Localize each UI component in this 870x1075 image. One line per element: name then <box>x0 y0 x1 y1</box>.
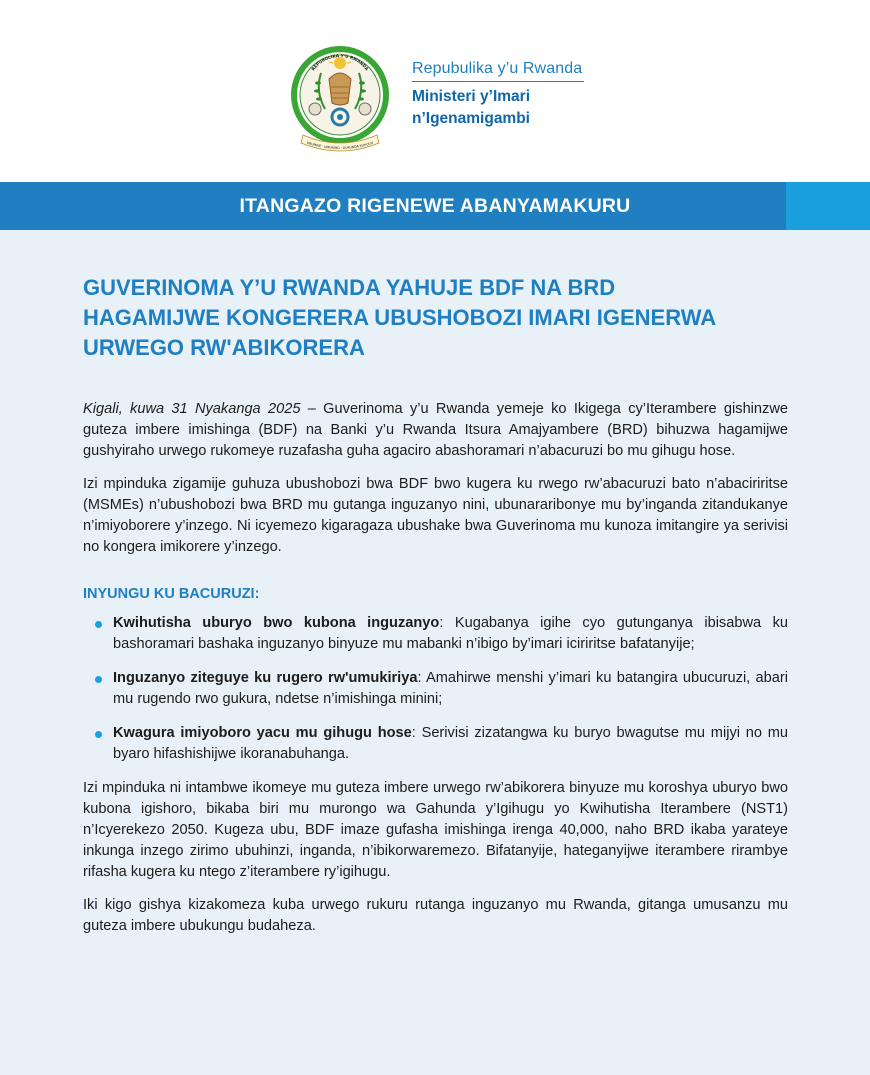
letterhead <box>0 0 870 182</box>
benefit-term: Inguzanyo ziteguye ku rugero rw'umukiriya <box>113 670 418 686</box>
ministry-name-line1: Ministeri y’Imari <box>412 88 531 105</box>
benefit-term: Kwihutisha uburyo bwo kubona inguzanyo <box>113 615 440 631</box>
list-item <box>83 723 788 765</box>
press-release-banner <box>0 182 870 230</box>
intro-text: – Guverinoma y’u Rwanda yemeje ko Ikigega cy’Iterambere gishinzwe guteza imbere imishinga (BDF) na Banki y’u Rwanda Itsura Amajyambere (BRD) bihuzwa hagamijwe gushyiraho urwego rukomeye ruzafasha guha agaciro abashoramari n’abacuruzi bo mu gihugu hose. <box>83 401 788 459</box>
list-item <box>83 613 788 655</box>
paragraph-3: Izi mpinduka ni intambwe ikomeye mu guteza imbere urwego rw’abikorera binyuze mu koroshya uburyo bwo kubona igishoro, bikaba biri mu murongo wa Gahunda y’Igihugu yo Kwihutisha Iterambere (NST1) n’Icyerekezo 2050. Kugeza ubu, BDF imaze gufasha imishinga irenga 40,000, naho BRD ikaba yarateye inkunga inzego zirimo ubuhinzi, inganda, n’ibikorwaremezo. Bifatanyije, hateganyijwe iterambere rirambye rifasha kugera ku ntego z’iterambere ry’igihugu. <box>83 780 788 880</box>
paragraph-2: Izi mpinduka zigamije guhuza ubushobozi bwa BDF bwo kugera ku rwego rw’abacuruzi bato n’abaciriritse (MSMEs) n’ubushobozi bwa BRD mu gutanga inguzanyo nini, ubunararibonye mu by’inganda zitandukanye n’imiyoborere y’inzego. Ni icyemezo kigaragaza ubushake bwa Guverinoma mu kunoza imitangire ya serivisi no kongera imikorere y’inzego. <box>83 476 788 555</box>
benefit-text: : Serivisi zizatangwa ku buryo bwagutse mu mijyi no mu byaro hifashishijwe ikoranabuhanga. <box>113 725 788 762</box>
bullet-icon <box>95 676 102 683</box>
paragraph-4: Iki kigo gishya kizakomeza kuba urwego rukuru rutanga inguzanyo mu Rwanda, gitanga umusanzu mu guteza imbere ubukungu budaheza. <box>83 897 788 934</box>
bullet-icon <box>95 621 102 628</box>
ministry-block <box>412 60 584 130</box>
headline-line-1: GUVERINOMA Y’U RWANDA YAHUJE BDF NA BRD <box>83 275 616 300</box>
benefit-text: : Kugabanya igihe cyo gutunganya ibisabwa ku bashoramari bashaka inguzanyo binyuze mu mabanki n’ibigo by’imari iciriritse bafatanyije; <box>113 615 788 652</box>
republic-name: Repubulika y’u Rwanda <box>412 60 584 82</box>
press-release-label: ITANGAZO RIGENEWE ABANYAMAKURU <box>239 195 631 217</box>
ministry-name-line2: n’Igenamigambi <box>412 110 530 127</box>
dateline: Kigali, kuwa 31 Nyakanga 2025 <box>83 401 301 417</box>
benefit-text: : Amahirwe menshi y’imari ku batangira ubucuruzi, abari mu rugendo rwo gukura, ndetse n’imishinga minini; <box>113 670 788 707</box>
headline <box>83 273 783 363</box>
list-item <box>83 668 788 710</box>
benefits-heading: INYUNGU KU BACURUZI: <box>83 586 260 602</box>
benefits-list <box>83 613 788 765</box>
svg-text:UBUMWE · UMURIMO · GUKUNDA IGI: UBUMWE · UMURIMO · GUKUNDA IGIHUGU <box>306 140 374 151</box>
rwanda-coat-of-arms-icon <box>291 37 389 157</box>
intro-paragraph <box>83 399 788 462</box>
headline-line-3: URWEGO RW'ABIKORERA <box>83 335 365 360</box>
article-body <box>83 399 788 949</box>
headline-line-2: HAGAMIJWE KONGERERA UBUSHOBOZI IMARI IGENERWA <box>83 305 717 330</box>
bullet-icon <box>95 731 102 738</box>
svg-text:REPUBULIKA Y'U RWANDA: REPUBULIKA Y'U RWANDA <box>310 52 370 72</box>
benefit-term: Kwagura imiyoboro yacu mu gihugu hose <box>113 725 412 741</box>
